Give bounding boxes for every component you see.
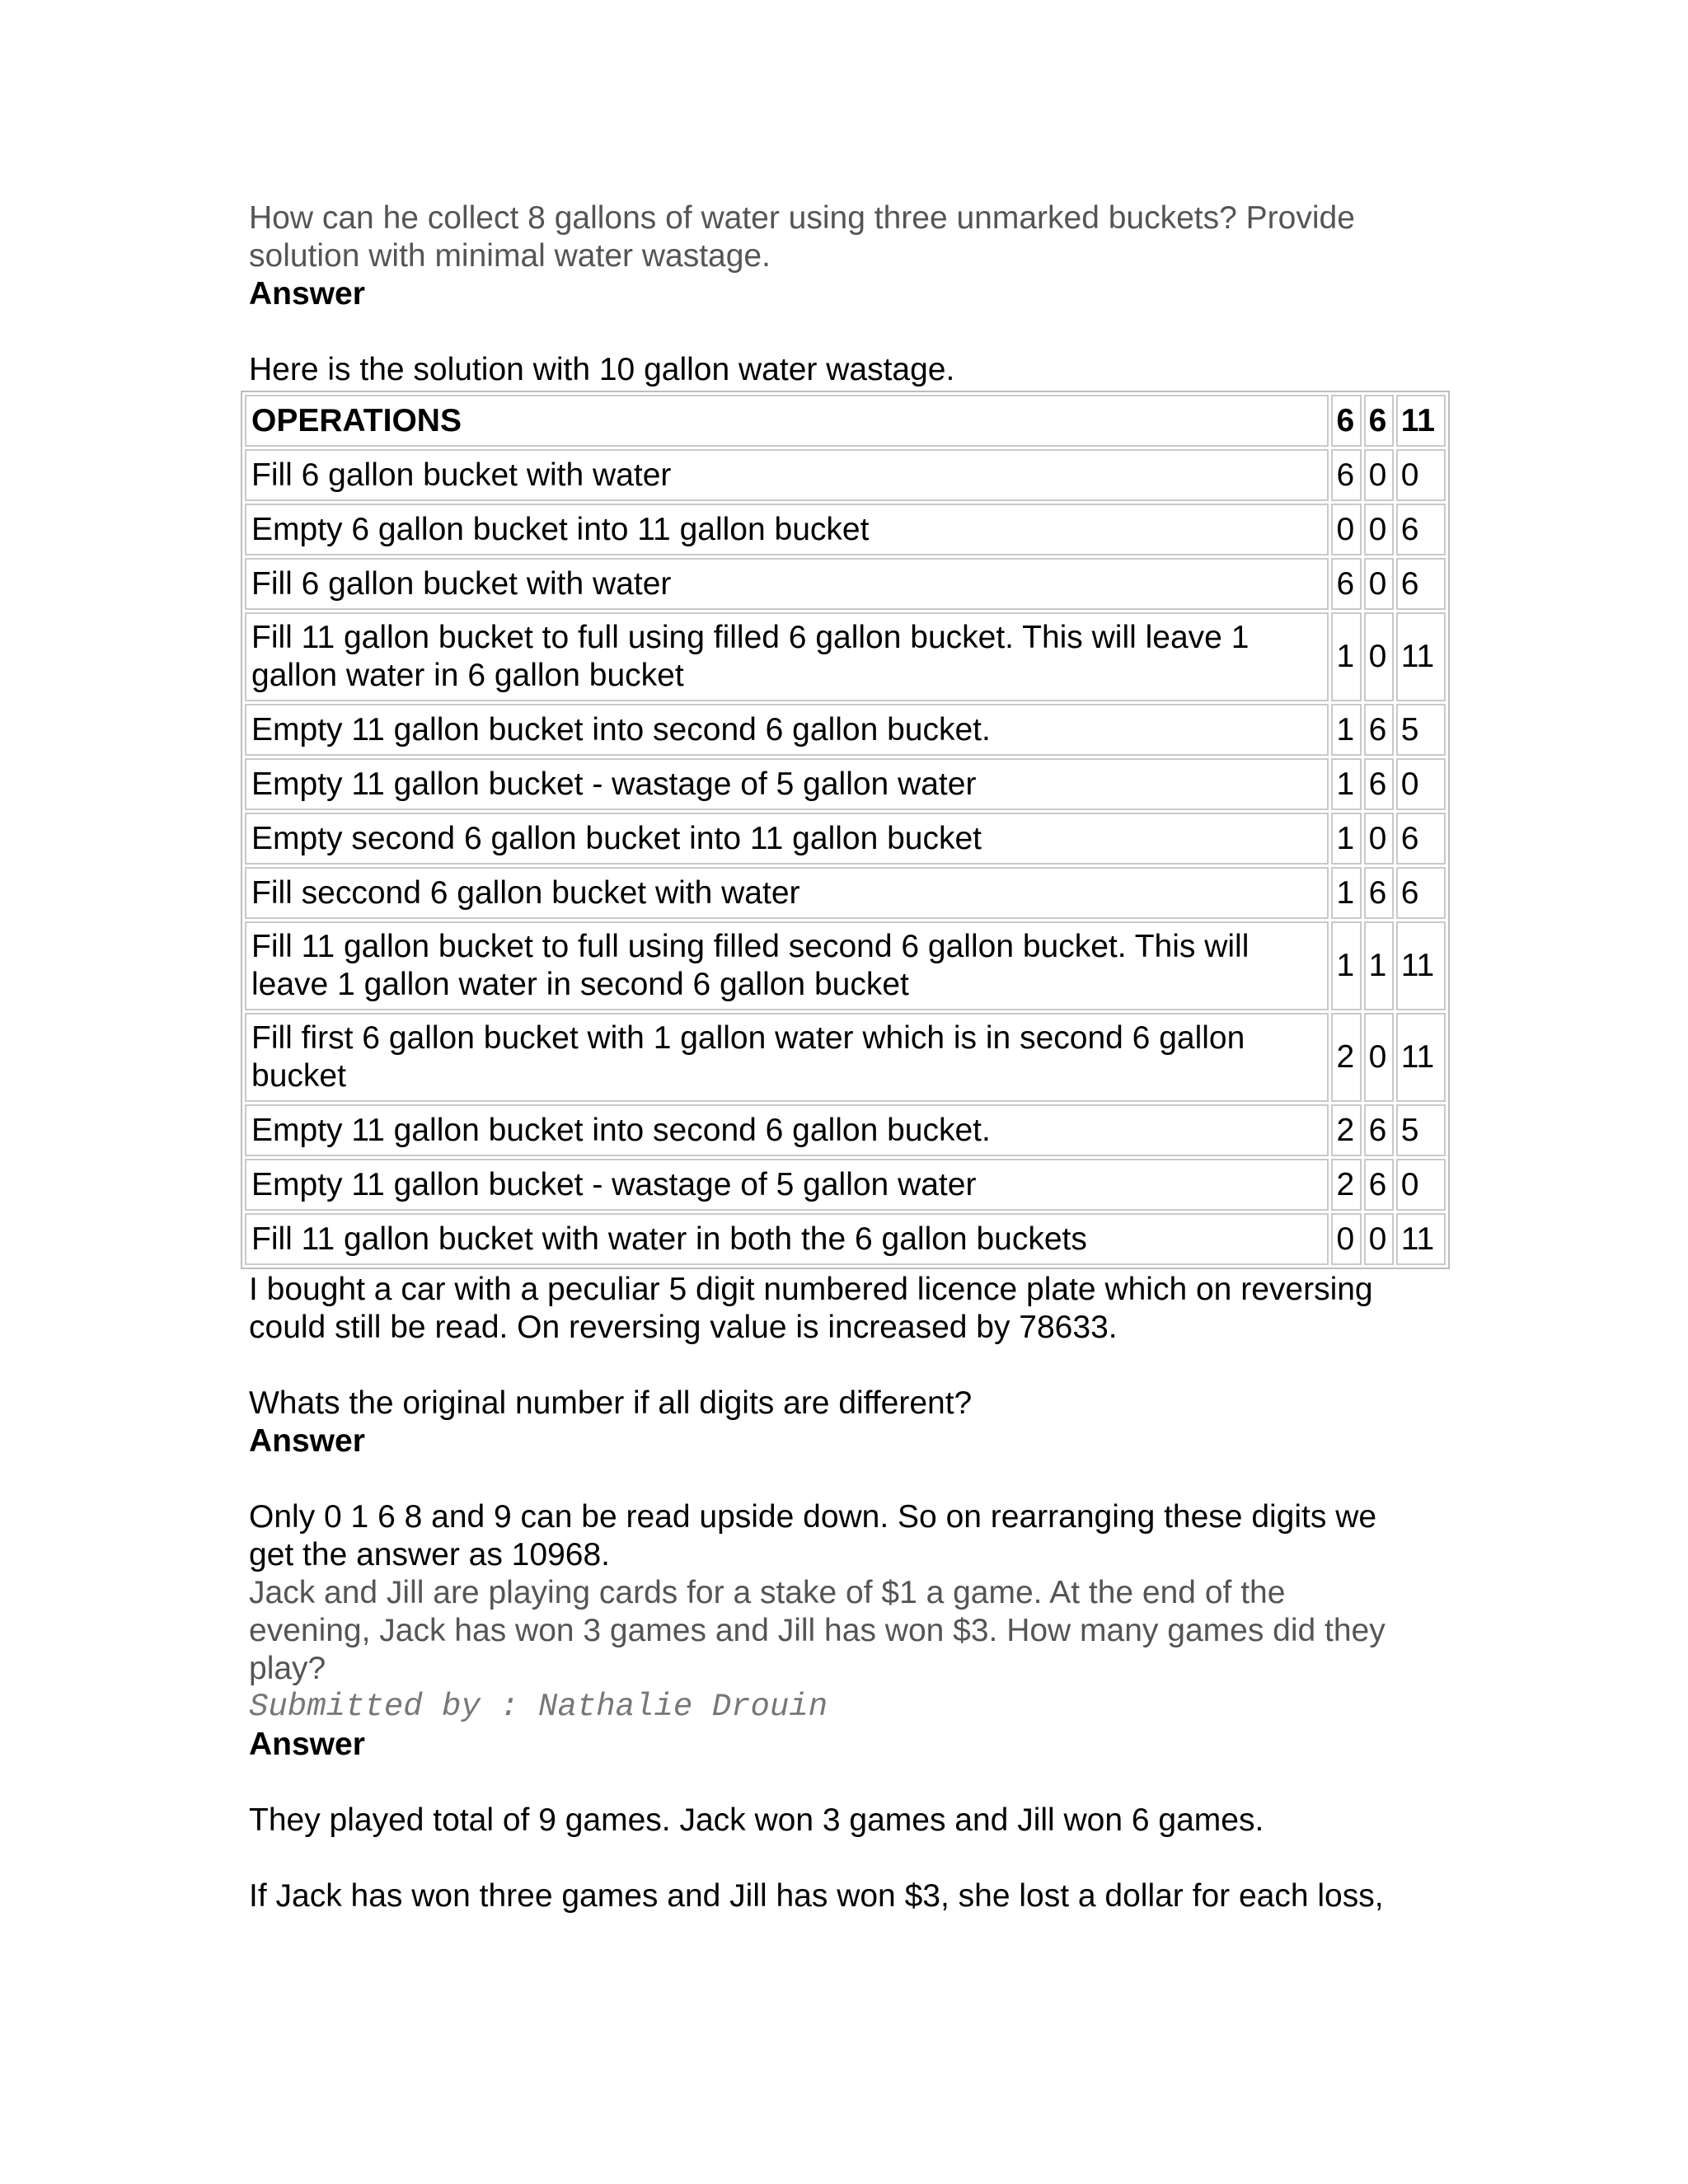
operations-table: [241, 391, 1450, 1269]
operation-cell: [245, 612, 1329, 701]
answer-label-3: Answer: [249, 1727, 365, 1762]
operation-cell: [245, 867, 1329, 919]
bucket-6b-value: 0: [1364, 1013, 1394, 1102]
table-row: [245, 813, 1446, 865]
operation-text-line: Fill seccond 6 gallon bucket with water: [251, 874, 800, 911]
bucket-6b-value: 6: [1364, 1159, 1394, 1211]
operation-cell: [245, 1159, 1329, 1211]
bucket-6a-value: 0: [1331, 1213, 1361, 1265]
operation-cell: [245, 1213, 1329, 1265]
answer-3-line-2: If Jack has won three games and Jill has won $3, she lost a dollar for each loss,: [249, 1878, 1384, 1914]
question-1-line-2: solution with minimal water wastage.: [249, 238, 771, 274]
table-row: [245, 558, 1446, 610]
operation-text-line: Fill 6 gallon bucket with water: [251, 457, 672, 493]
question-2-line-1: I bought a car with a peculiar 5 digit numbered licence plate which on reversing: [249, 1272, 1373, 1307]
bucket-6a-value: 2: [1331, 1104, 1361, 1156]
bucket-6b-value: 1: [1364, 921, 1394, 1010]
bucket-11-value: 5: [1396, 1104, 1446, 1156]
table-row: [245, 504, 1446, 555]
question-3-line-2: evening, Jack has won 3 games and Jill has won $3. How many games did they: [249, 1613, 1386, 1648]
bucket-6a-value: 6: [1331, 558, 1361, 610]
operation-text-line: Fill 6 gallon bucket with water: [251, 565, 672, 602]
bucket-6b-value: 0: [1364, 1213, 1394, 1265]
bucket-6a-value: 1: [1331, 612, 1361, 701]
table-row: [245, 449, 1446, 501]
table-header-row: [245, 395, 1446, 447]
bucket-6a-value: 1: [1331, 813, 1361, 865]
bucket-11-value: 6: [1396, 504, 1446, 555]
bucket-11-value: 0: [1396, 449, 1446, 501]
answer-label-1: Answer: [249, 276, 365, 312]
table-row: [245, 1213, 1446, 1265]
table-row: [245, 1159, 1446, 1211]
bucket-6a-value: 2: [1331, 1159, 1361, 1211]
bucket-11-value: 6: [1396, 558, 1446, 610]
bucket-6b-value: 0: [1364, 813, 1394, 865]
table-row: [245, 867, 1446, 919]
table-row: [245, 921, 1446, 1010]
bucket-11-value: 0: [1396, 1159, 1446, 1211]
operation-text-line: Empty second 6 gallon bucket into 11 gallon bucket: [251, 820, 982, 856]
operation-text-line: Fill 11 gallon bucket to full using filled second 6 gallon bucket. This will: [251, 929, 1250, 964]
operation-text-line: Fill 11 gallon bucket with water in both the 6 gallon buckets: [251, 1221, 1087, 1257]
solution-intro: Here is the solution with 10 gallon water wastage.: [249, 352, 955, 387]
operation-cell: [245, 558, 1329, 610]
answer-2-line-1: Only 0 1 6 8 and 9 can be read upside down. So on rearranging these digits we: [249, 1499, 1377, 1535]
operation-text-line: leave 1 gallon water in second 6 gallon bucket: [251, 967, 909, 1002]
bucket-11-value: 11: [1396, 1013, 1446, 1102]
header-bucket-6b: 6: [1364, 395, 1394, 447]
question-3-line-3: play?: [249, 1651, 326, 1686]
table-row: [245, 1104, 1446, 1156]
bucket-6a-value: 0: [1331, 504, 1361, 555]
operation-cell: [245, 1104, 1329, 1156]
operation-cell: [245, 504, 1329, 555]
bucket-6a-value: 1: [1331, 758, 1361, 810]
header-bucket-11: 11: [1396, 395, 1446, 447]
bucket-6a-value: 1: [1331, 704, 1361, 756]
bucket-6a-value: 1: [1331, 921, 1361, 1010]
table-row: [245, 758, 1446, 810]
operation-cell: [245, 449, 1329, 501]
bucket-11-value: 6: [1396, 867, 1446, 919]
table-row: [245, 704, 1446, 756]
bucket-6b-value: 0: [1364, 558, 1394, 610]
operation-cell: [245, 921, 1329, 1010]
bucket-11-value: 11: [1396, 921, 1446, 1010]
bucket-11-value: 5: [1396, 704, 1446, 756]
bucket-6b-value: 0: [1364, 449, 1394, 501]
bucket-6b-value: 6: [1364, 758, 1394, 810]
table-row: [245, 1013, 1446, 1102]
bucket-6b-value: 0: [1364, 504, 1394, 555]
operation-text-line: Empty 11 gallon bucket into second 6 gallon bucket.: [251, 711, 991, 748]
operation-cell: [245, 758, 1329, 810]
header-operations: OPERATIONS: [245, 395, 1329, 447]
operation-text-line: Fill 11 gallon bucket to full using filled 6 gallon bucket. This will leave 1: [251, 620, 1250, 655]
bucket-11-value: 6: [1396, 813, 1446, 865]
operation-text-line: gallon water in 6 gallon bucket: [251, 658, 684, 693]
question-1-line-1: How can he collect 8 gallons of water using three unmarked buckets? Provide: [249, 200, 1355, 236]
header-bucket-6a: 6: [1331, 395, 1361, 447]
operation-text-line: Empty 6 gallon bucket into 11 gallon bucket: [251, 511, 870, 547]
operation-text-line: Empty 11 gallon bucket - wastage of 5 gallon water: [251, 1166, 977, 1202]
answer-2-line-2: get the answer as 10968.: [249, 1537, 610, 1572]
bucket-6b-value: 6: [1364, 704, 1394, 756]
submitted-by: Submitted by : Nathalie Drouin: [249, 1689, 828, 1725]
bucket-11-value: 11: [1396, 1213, 1446, 1265]
operation-cell: [245, 704, 1329, 756]
operation-cell: [245, 1013, 1329, 1102]
question-2-line-2: could still be read. On reversing value is increased by 78633.: [249, 1310, 1118, 1345]
answer-label-2: Answer: [249, 1423, 365, 1459]
bucket-6a-value: 2: [1331, 1013, 1361, 1102]
operation-text-line: Empty 11 gallon bucket into second 6 gallon bucket.: [251, 1112, 991, 1148]
bucket-6b-value: 6: [1364, 867, 1394, 919]
operation-text-line: Empty 11 gallon bucket - wastage of 5 gallon water: [251, 766, 977, 802]
question-2-line-3: Whats the original number if all digits are different?: [249, 1385, 973, 1421]
operation-cell: [245, 813, 1329, 865]
table-row: [245, 612, 1446, 701]
operation-text-line: bucket: [251, 1058, 346, 1094]
bucket-6b-value: 6: [1364, 1104, 1394, 1156]
bucket-6a-value: 1: [1331, 867, 1361, 919]
answer-3-line-1: They played total of 9 games. Jack won 3 games and Jill won 6 games.: [249, 1802, 1264, 1838]
question-3-line-1: Jack and Jill are playing cards for a stake of $1 a game. At the end of the: [249, 1575, 1286, 1610]
bucket-11-value: 0: [1396, 758, 1446, 810]
operation-text-line: Fill first 6 gallon bucket with 1 gallon water which is in second 6 gallon: [251, 1020, 1245, 1056]
bucket-6a-value: 6: [1331, 449, 1361, 501]
bucket-6b-value: 0: [1364, 612, 1394, 701]
bucket-11-value: 11: [1396, 612, 1446, 701]
